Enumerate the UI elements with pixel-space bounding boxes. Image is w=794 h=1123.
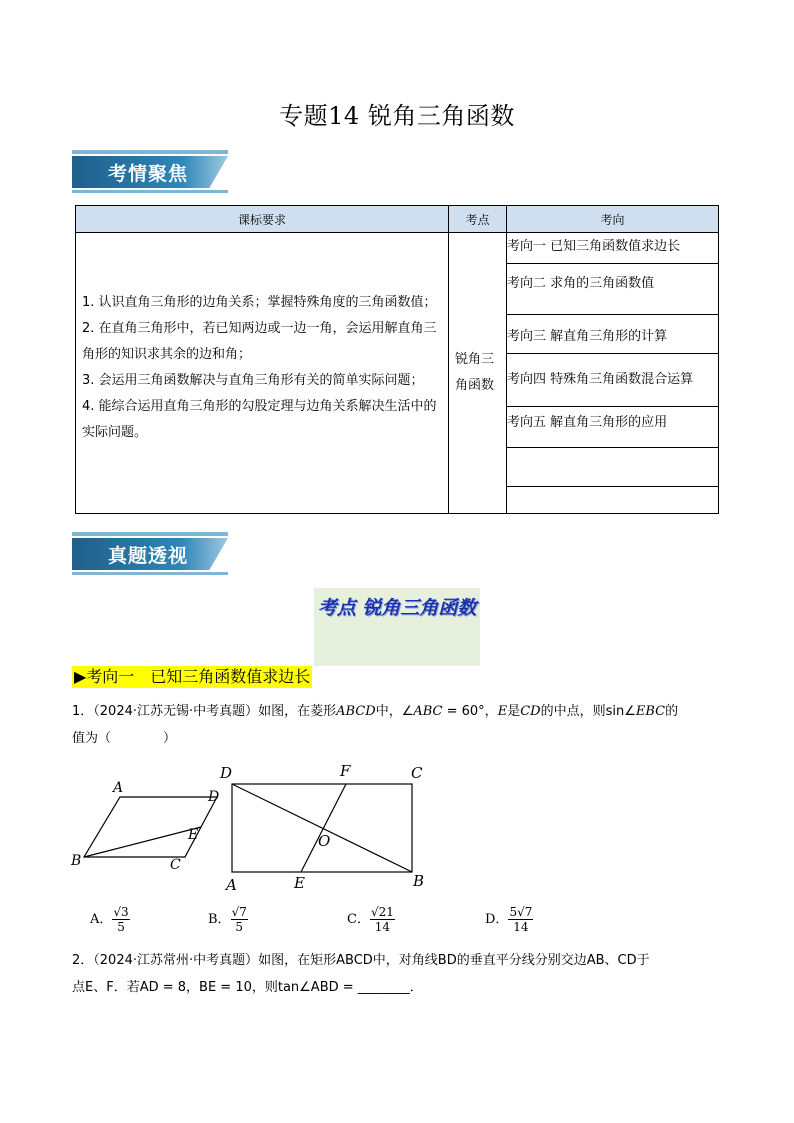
q1-abcd: ABCD xyxy=(336,704,376,719)
requirements-cell xyxy=(76,233,449,514)
header-kebiao: 课标要求 xyxy=(76,206,449,233)
option-b-den: 5 xyxy=(235,920,244,934)
option-c-letter: C． xyxy=(347,912,370,927)
kaoxiang-item-7 xyxy=(507,487,719,514)
q1-option-b[interactable] xyxy=(208,905,248,934)
rhombus-figure xyxy=(70,775,230,875)
fig2-label-e: E xyxy=(294,874,305,892)
kaoxiang-item-1: 考向一 已知三角函数值求边长 xyxy=(507,233,719,264)
q1-text-c: = 60°， xyxy=(442,704,498,719)
fig2-label-c: C xyxy=(411,764,423,782)
q2-line2: 点E、F．若AD = 8，BE = 10，则tan∠ABD = ________． xyxy=(72,980,423,995)
q1-option-c[interactable] xyxy=(347,905,395,934)
q1-ebc: EBC xyxy=(635,704,666,719)
kaoxiang-item-2: 考向二 求角的三角函数值 xyxy=(507,264,719,315)
req-item-4: 4. 能综合运用直角三角形的勾股定理与边角关系解决生活中的实际问题。 xyxy=(82,399,437,440)
q2-line1: 2．（2024·江苏常州·中考真题）如图，在矩形ABCD中，对角线BD的垂直平分线分别交边AB、CD于 xyxy=(72,953,650,968)
section-banner-kaoqing xyxy=(72,150,228,194)
fig2-label-f: F xyxy=(340,762,351,780)
section-title-zhenti: 真题透视 xyxy=(108,545,189,567)
option-b-num: √7 xyxy=(231,905,247,919)
fig1-label-c: C xyxy=(170,857,181,873)
kaoxiang-item-5: 考向五 解直角三角形的应用 xyxy=(507,407,719,448)
segment-be xyxy=(84,827,201,857)
kaoxiang-item-3: 考向三 解直角三角形的计算 xyxy=(507,315,719,354)
kaodian-box-text: 考点 锐角三角函数 xyxy=(317,597,477,619)
q1-option-d[interactable] xyxy=(485,905,533,934)
option-a-letter: A． xyxy=(90,912,113,927)
section-title-kaoqing: 考情聚焦 xyxy=(108,163,189,185)
q1-text-b: 中，∠ xyxy=(375,704,414,719)
req-item-3: 3. 会运用三角函数解决与直角三角形有关的简单实际问题； xyxy=(82,373,424,388)
option-d-num: 5√7 xyxy=(509,905,533,919)
option-a-num: √3 xyxy=(113,905,129,919)
option-d-letter: D． xyxy=(485,912,509,927)
option-b-letter: B． xyxy=(208,912,231,927)
question-2-stem xyxy=(72,947,742,1001)
header-kaoxiang: 考向 xyxy=(507,206,719,233)
q1-text-e: 的中点，则sin∠ xyxy=(540,704,636,719)
header-kaodian: 考点 xyxy=(449,206,507,233)
fig1-label-b: B xyxy=(71,853,82,869)
kaoxiang-item-6 xyxy=(507,448,719,487)
fig2-label-d: D xyxy=(220,764,233,782)
option-d-den: 14 xyxy=(513,920,529,934)
option-c-num: √21 xyxy=(370,905,394,919)
q1-abc: ABC xyxy=(413,704,443,719)
kaodian-cell: 锐角三角函数 xyxy=(449,233,507,514)
question-1-stem xyxy=(72,698,732,752)
diagonal-bd xyxy=(232,784,412,872)
kaoxiang-heading: ▶考向一 已知三角函数值求边长 xyxy=(74,667,311,686)
fig2-label-b: B xyxy=(413,872,425,890)
option-c-den: 14 xyxy=(374,920,391,934)
section-banner-zhenti xyxy=(72,532,228,576)
option-a-den: 5 xyxy=(117,920,125,934)
q1-cd: CD xyxy=(520,704,541,719)
q1-e: E xyxy=(497,704,508,719)
q1-text-f: 的 xyxy=(665,704,679,719)
req-item-1: 1. 认识直角三角形的边角关系；掌握特殊角度的三角函数值； xyxy=(82,295,437,310)
requirements-table xyxy=(75,205,719,514)
fig1-label-e: E xyxy=(188,827,199,843)
q1-line2: 值为（ ） xyxy=(72,731,177,746)
fig2-label-o: O xyxy=(318,832,331,850)
rectangle-figure xyxy=(215,760,435,895)
q1-text-d: 是 xyxy=(507,704,521,719)
q1-text-a: 1．（2024·江苏无锡·中考真题）如图，在菱形 xyxy=(72,704,337,719)
fig1-label-a: A xyxy=(113,780,124,796)
q1-option-a[interactable] xyxy=(90,905,130,934)
fig2-label-a: A xyxy=(226,876,237,894)
segment-ef xyxy=(301,784,346,872)
req-item-2: 2. 在直角三角形中，若已知两边或一边一角，会运用解直角三角形的知识求其余的边和角； xyxy=(82,321,437,362)
fig1-label-d: D xyxy=(208,789,220,805)
page-title: 专题14 锐角三角函数 xyxy=(279,102,515,130)
kaoxiang-item-4: 考向四 特殊角三角函数混合运算 xyxy=(507,354,719,407)
